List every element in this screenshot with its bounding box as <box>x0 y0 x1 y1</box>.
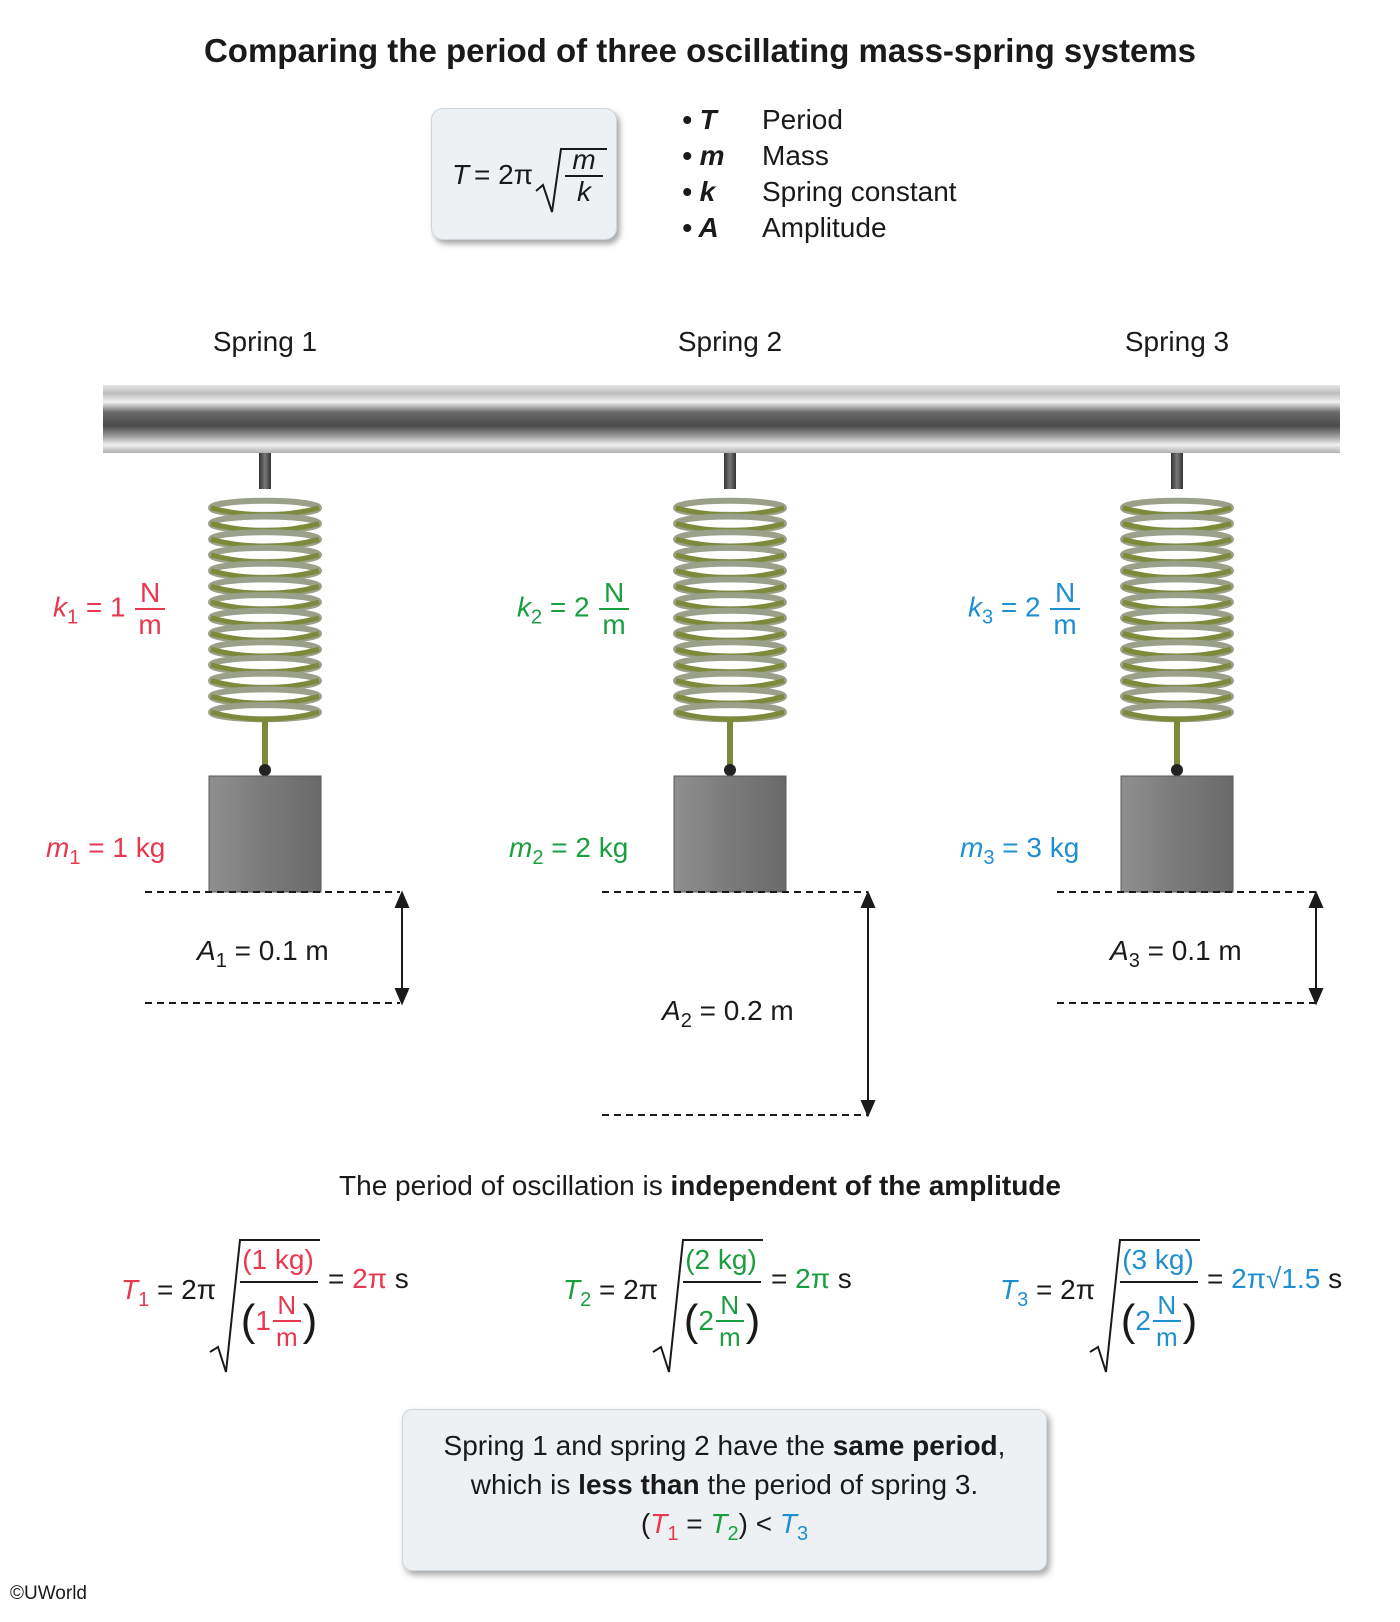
spring-2-amplitude-label: $A_2 = 0.2$ m <box>662 995 794 1032</box>
legend-item-spring-constant: • k Spring constant <box>682 176 957 207</box>
spring-1-mass-label: $m_1 = 1$ kg <box>46 832 166 869</box>
period-1-numerator: (1 kg) <box>242 1244 314 1275</box>
formula-numerator: m <box>572 144 596 175</box>
conclusion-box <box>402 1409 1047 1571</box>
formula-eq: = 2π <box>474 159 534 190</box>
copyright: ©UWorld <box>10 1583 87 1604</box>
spring-2-mass-block <box>674 776 786 892</box>
page-title: Comparing the period of three oscillating mass-spring systems <box>203 32 1197 69</box>
period-2-denominator: (2 $\frac{N}{m}$ ) <box>683 1290 761 1352</box>
spring-3-hook <box>1171 453 1183 489</box>
period-3-result: = 2π√1.5 s <box>1207 1263 1343 1294</box>
spring-2-assembly <box>674 453 786 892</box>
spring-3-label: Spring 3 <box>1124 326 1230 357</box>
spring-1-k-label: $k_1 = 1$ $\frac{N}{m}$ <box>53 578 167 640</box>
period-1-lhs: $T_1 = 2\pi$ <box>121 1274 217 1311</box>
spring-3-assembly <box>1121 453 1233 892</box>
spring-3-rod <box>1174 720 1180 768</box>
formula-denominator: k <box>565 175 603 207</box>
spring-3-connector <box>1171 764 1183 776</box>
period-2-result: = 2π s <box>771 1263 852 1294</box>
spring-1-amplitude-label: $A_1 = 0.1$ m <box>197 935 329 972</box>
spring-1-label: Spring 1 <box>212 326 318 357</box>
independence-statement: The period of oscillation is independent of the amplitude <box>339 1170 1061 1201</box>
spring-2-hook <box>724 453 736 489</box>
period-3-numerator: (3 kg) <box>1122 1244 1194 1275</box>
period-2-numerator: (2 kg) <box>685 1244 757 1275</box>
spring-3-coil-front <box>1123 712 1231 719</box>
spring-2-label: Spring 2 <box>677 326 783 357</box>
spring-1-assembly <box>209 453 321 892</box>
spring-3-k-label: $k_3 = 2$ $\frac{N}{m}$ <box>968 578 1082 640</box>
spring-2-k-label: $k_2 = 2$ $\frac{N}{m}$ <box>517 578 631 640</box>
spring-2-mass-label: $m_2 = 2$ kg <box>509 832 629 869</box>
spring-1-coil-front <box>211 712 319 719</box>
period-1-result: = 2π s <box>328 1263 409 1294</box>
ceiling-rail <box>103 385 1340 453</box>
period-2-lhs: $T_2 = 2\pi$ <box>563 1274 659 1311</box>
spring-1-hook <box>259 453 271 489</box>
period-3-fraction-bar <box>1120 1281 1198 1283</box>
period-3-lhs: $T_3 = 2\pi$ <box>1000 1274 1096 1311</box>
spring-1-mass-block <box>209 776 321 892</box>
spring-3-amplitude-label: $A_3 = 0.1$ m <box>1110 935 1242 972</box>
period-1-denominator: (1 $\frac{N}{m}$ ) <box>240 1290 318 1352</box>
spring-1-connector <box>259 764 271 776</box>
period-2-fraction-bar <box>683 1281 761 1283</box>
spring-2-connector <box>724 764 736 776</box>
spring-2-rod <box>727 720 733 768</box>
spring-3-mass-block <box>1121 776 1233 892</box>
spring-3-mass-label: $m_3 = 3$ kg <box>960 832 1080 869</box>
period-3-denominator: (2 $\frac{N}{m}$ ) <box>1120 1290 1198 1352</box>
conclusion-line-2: which is less than the period of spring 3. <box>470 1469 979 1500</box>
conclusion-line-3: $(T_1 = T_2) < T_3$ <box>640 1508 809 1545</box>
conclusion-line-1: Spring 1 and spring 2 have the same period, <box>443 1430 1006 1461</box>
legend-item-mass: • m Mass <box>682 140 829 171</box>
legend-item-period: • T Period <box>682 104 843 135</box>
period-1-fraction-bar <box>240 1281 318 1283</box>
formula-lhs: T <box>452 159 470 190</box>
legend-item-amplitude: • A Amplitude <box>682 212 887 243</box>
spring-1-rod <box>262 720 268 768</box>
spring-2-coil-front <box>676 712 784 719</box>
